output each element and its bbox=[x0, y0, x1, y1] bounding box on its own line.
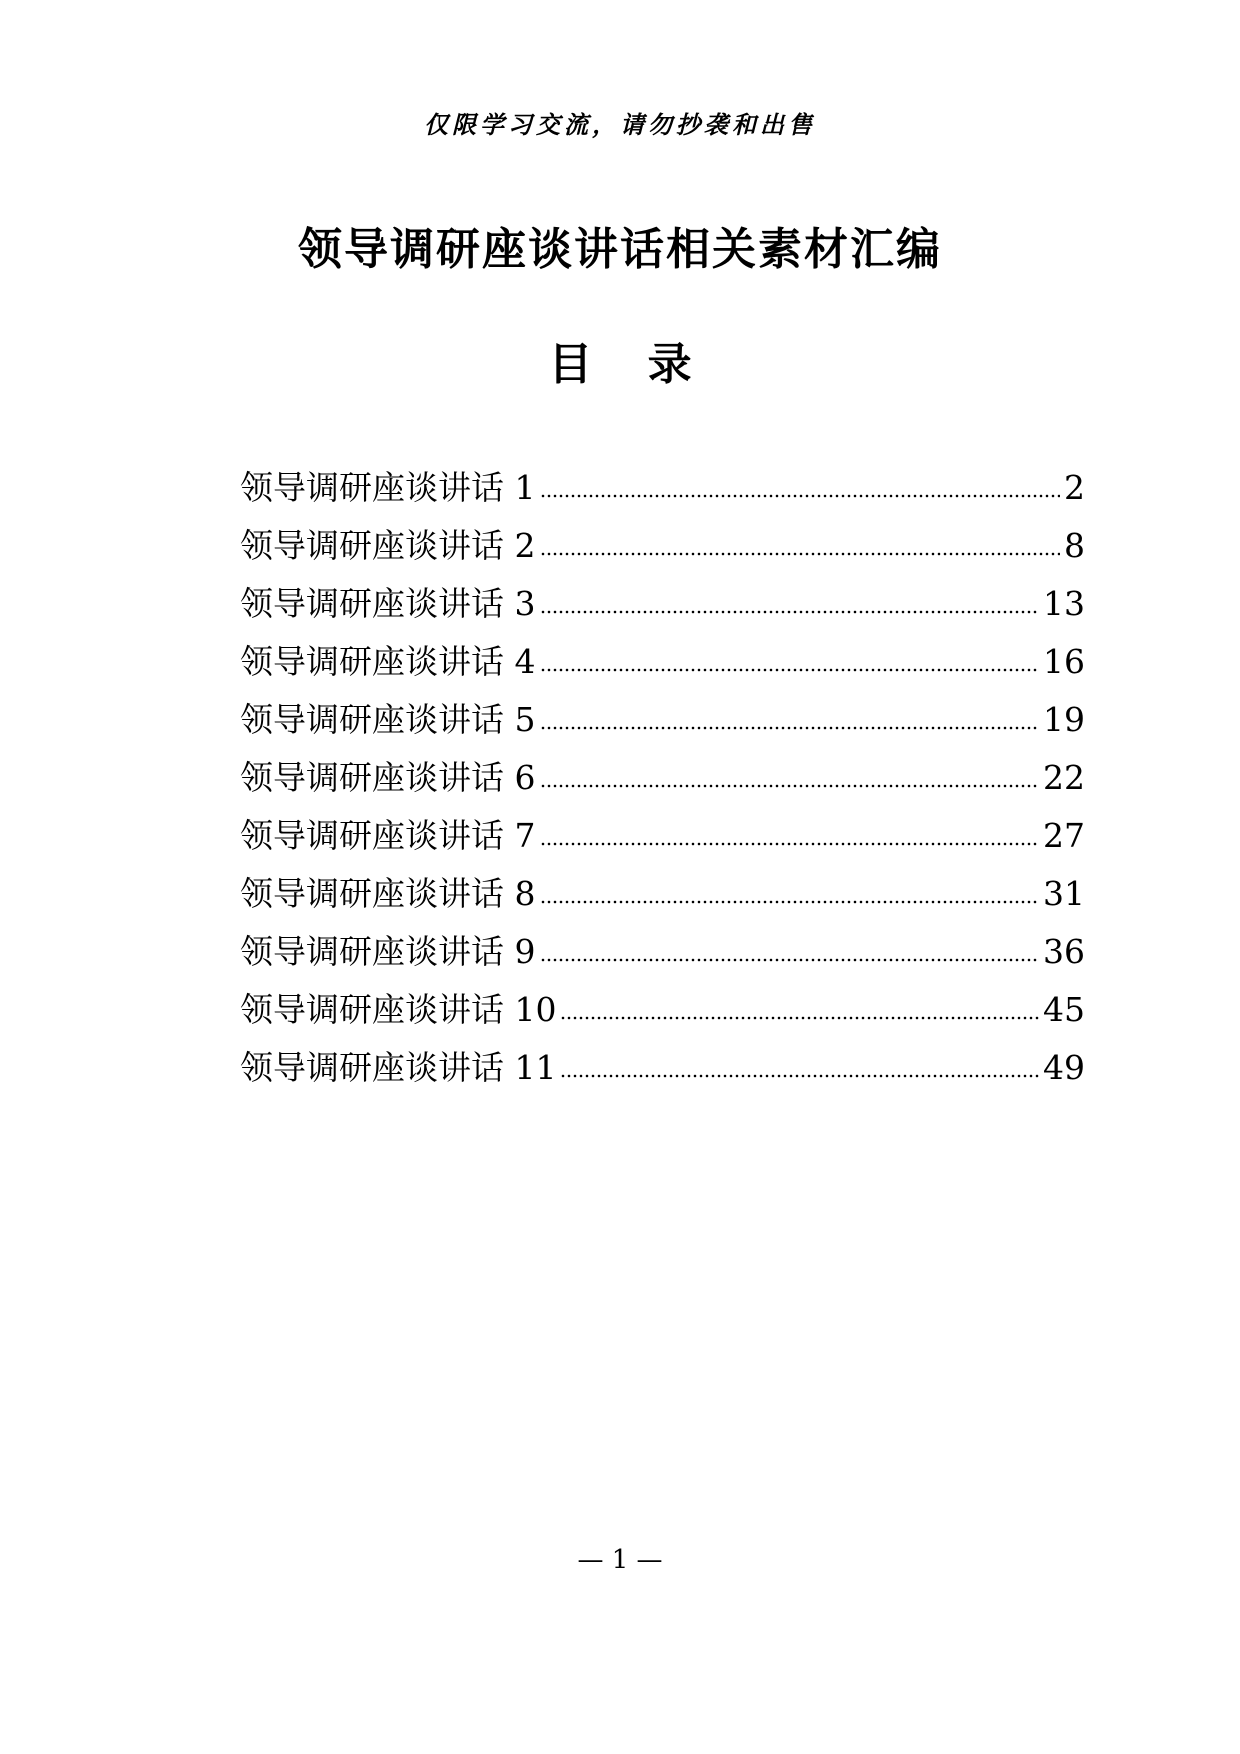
dot-leader bbox=[540, 719, 1040, 731]
toc-entry-label: 领导调研座谈讲话 2 bbox=[240, 526, 536, 565]
toc-entry-page: 19 bbox=[1043, 700, 1085, 739]
toc-entry-label: 领导调研座谈讲话 11 bbox=[240, 1048, 557, 1087]
toc-entry[interactable] bbox=[240, 517, 1085, 575]
toc-entry[interactable] bbox=[240, 1039, 1085, 1097]
toc-entry[interactable] bbox=[240, 691, 1085, 749]
toc-entry-label: 领导调研座谈讲话 4 bbox=[240, 642, 536, 681]
toc-entry-label: 领导调研座谈讲话 9 bbox=[240, 932, 536, 971]
dot-leader bbox=[560, 1067, 1039, 1079]
toc-entry[interactable] bbox=[240, 981, 1085, 1039]
dot-leader bbox=[540, 487, 1061, 499]
toc-entry[interactable] bbox=[240, 459, 1085, 517]
toc-entry-page: 31 bbox=[1043, 874, 1085, 913]
toc-entry[interactable] bbox=[240, 575, 1085, 633]
table-of-contents bbox=[240, 459, 1085, 1097]
dot-leader bbox=[540, 545, 1061, 557]
dot-leader bbox=[540, 951, 1040, 963]
document-title: 领导调研座谈讲话相关素材汇编 bbox=[298, 224, 942, 275]
toc-entry[interactable] bbox=[240, 749, 1085, 807]
toc-entry-label: 领导调研座谈讲话 10 bbox=[240, 990, 557, 1029]
dot-leader bbox=[540, 835, 1040, 847]
toc-entry-label: 领导调研座谈讲话 1 bbox=[240, 468, 536, 507]
toc-entry-label: 领导调研座谈讲话 7 bbox=[240, 816, 536, 855]
toc-entry-page: 2 bbox=[1064, 468, 1085, 507]
dot-leader bbox=[540, 893, 1040, 905]
toc-entry-page: 45 bbox=[1043, 990, 1085, 1029]
toc-entry[interactable] bbox=[240, 923, 1085, 981]
toc-entry-page: 16 bbox=[1043, 642, 1085, 681]
toc-heading: 目 录 bbox=[548, 339, 692, 390]
toc-entry-page: 8 bbox=[1064, 526, 1085, 565]
toc-entry-label: 领导调研座谈讲话 3 bbox=[240, 584, 536, 623]
toc-entry[interactable] bbox=[240, 633, 1085, 691]
toc-entry-page: 36 bbox=[1043, 932, 1085, 971]
toc-entry[interactable] bbox=[240, 807, 1085, 865]
toc-entry-page: 49 bbox=[1043, 1048, 1085, 1087]
toc-entry-label: 领导调研座谈讲话 8 bbox=[240, 874, 536, 913]
header-notice: 仅限学习交流，请勿抄袭和出售 bbox=[424, 110, 816, 139]
toc-entry-page: 13 bbox=[1043, 584, 1085, 623]
dot-leader bbox=[540, 777, 1040, 789]
toc-entry-page: 22 bbox=[1043, 758, 1085, 797]
dot-leader bbox=[540, 661, 1040, 673]
toc-entry-page: 27 bbox=[1043, 816, 1085, 855]
dot-leader bbox=[560, 1009, 1039, 1021]
dot-leader bbox=[540, 603, 1040, 615]
toc-entry-label: 领导调研座谈讲话 6 bbox=[240, 758, 536, 797]
toc-entry[interactable] bbox=[240, 865, 1085, 923]
toc-entry-label: 领导调研座谈讲话 5 bbox=[240, 700, 536, 739]
page-number-footer: — 1 — bbox=[577, 1545, 663, 1575]
